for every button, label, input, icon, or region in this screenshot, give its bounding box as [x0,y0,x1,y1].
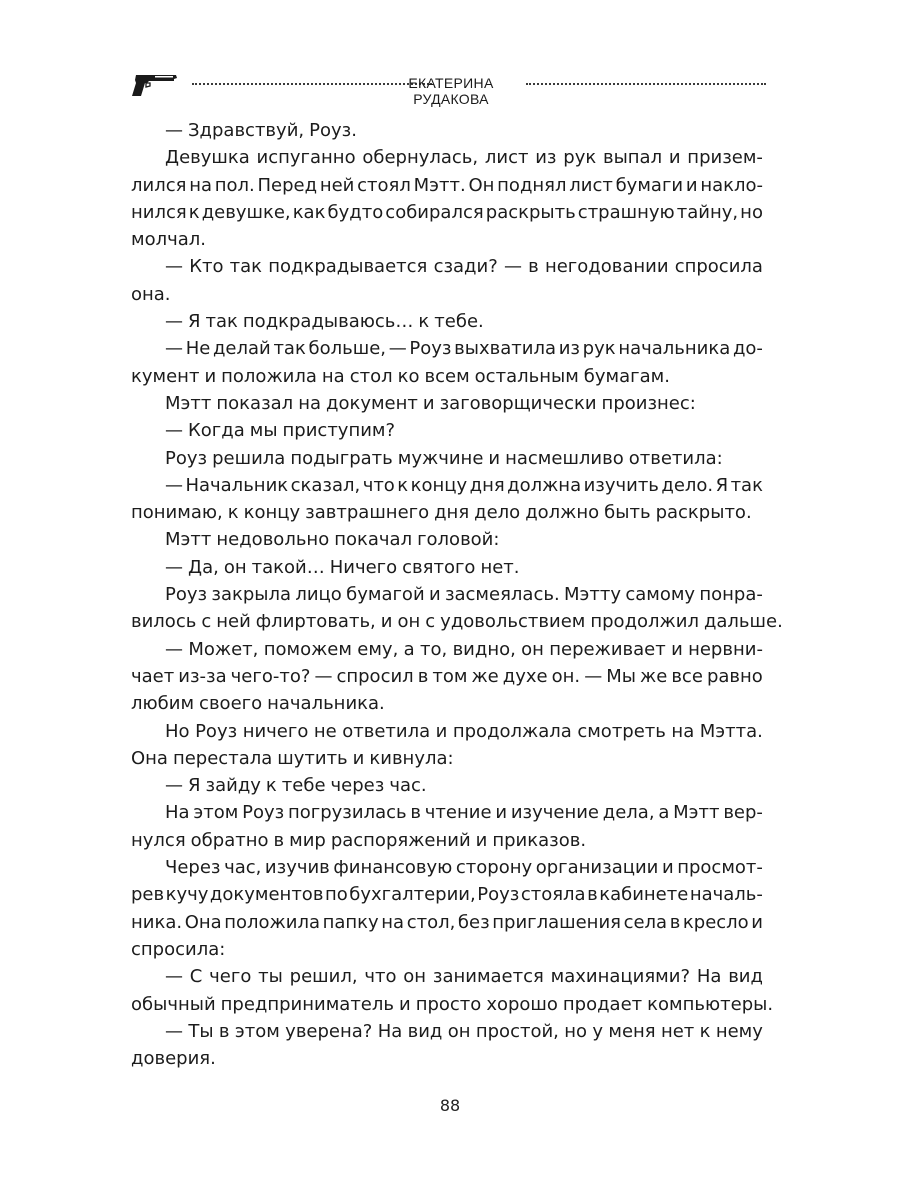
text-line: спросила: [131,938,226,960]
body-text [131,117,783,1072]
running-header [130,68,770,107]
header-dotted-rule-right [526,83,766,85]
text-line: — Я так подкрадываюсь… к тебе. [165,311,484,333]
text-line: — Кто так подкрадывается сзади? — в негодовании спросила [165,256,763,278]
text-line: Мэтт показал на документ и заговорщически произнес: [165,392,696,414]
text-line: На этом Роуз погрузилась в чтение и изучение дела, а Мэтт вер- [165,802,763,824]
pistol-icon [130,72,180,98]
text-line: кумент и положила на стол ко всем остальным бумагам. [131,365,670,387]
text-line: Роуз закрыла лицо бумагой и засмеялась. Мэтту самому понра- [165,584,763,606]
text-line: Через час, изучив финансовую сторону организации и просмот- [165,857,763,879]
text-line: Она перестала шутить и кивнула: [131,747,454,769]
text-line: Роуз решила подыграть мужчине и насмешливо ответила: [165,447,723,469]
author-name: ЕКАТЕРИНА РУДАКОВА [408,75,494,107]
text-line: рев кучу документов по бухгалтерии, Роуз стояла в кабинете началь- [131,884,763,906]
page-number: 88 [439,1096,461,1115]
text-line: Девушка испуганно обернулась, лист из рук выпал и призем- [165,147,763,169]
text-line: обычный предприниматель и просто хорошо продает компьютеры. [131,993,774,1015]
text-line: — С чего ты решил, что он занимается махинациями? На вид [165,966,763,988]
text-line: нился к девушке, как будто собирался раскрыть страшную тайну, но [131,201,763,223]
text-line: — Ты в этом уверена? На вид он простой, но у меня нет к нему [165,1020,763,1042]
text-line: — Начальник сказал, что к концу дня должна изучить дело. Я так [165,474,763,496]
text-line: лился на пол. Перед ней стоял Мэтт. Он поднял лист бумаги и накло- [131,174,763,196]
text-line: — Я зайду к тебе через час. [165,775,427,797]
text-line: ника. Она положила папку на стол, без приглашения села в кресло и [131,911,763,933]
text-line: — Здравствуй, Роуз. [165,120,357,141]
text-line: — Не делай так больше, — Роуз выхватила из рук начальника до- [165,338,763,360]
text-line: молчал. [131,229,206,251]
text-line: любим своего начальника. [131,693,385,715]
text-line: нулся обратно в мир распоряжений и приказов. [131,829,587,851]
text-line: — Когда мы приступим? [165,420,396,442]
text-line: — Может, поможем ему, а то, видно, он переживает и нервни- [165,638,763,660]
text-line: чает из-за чего-то? — спросил в том же духе он. — Мы же все равно [131,665,763,687]
text-line: понимаю, к концу завтрашнего дня дело должно быть раскрыто. [131,502,752,524]
text-line: вилось с ней флиртовать, и он с удовольствием продолжил дальше. [131,611,783,633]
text-line: доверия. [131,1048,216,1070]
text-line: Но Роуз ничего не ответила и продолжала смотреть на Мэтта. [165,720,763,742]
text-line: — Да, он такой… Ничего святого нет. [165,556,520,578]
text-line: Мэтт недовольно покачал головой: [165,529,500,551]
text-line: она. [131,283,171,305]
